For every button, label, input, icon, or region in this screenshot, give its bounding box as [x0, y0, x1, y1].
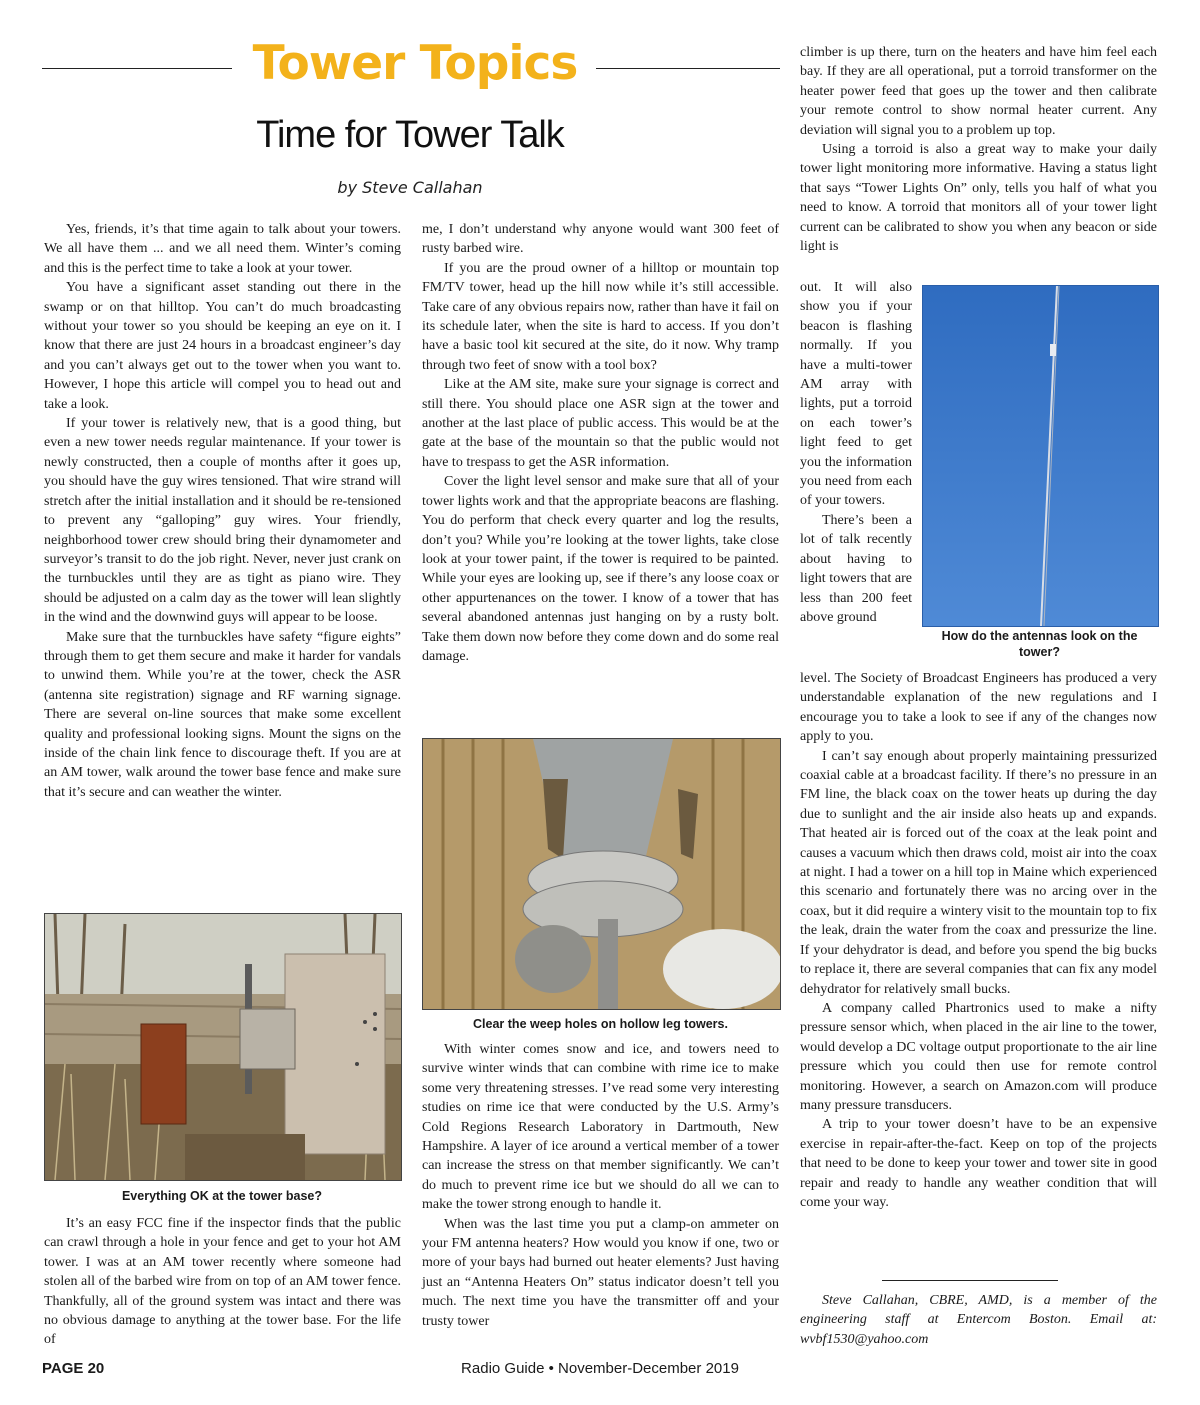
publication-info: Radio Guide • November-December 2019: [461, 1360, 739, 1377]
title-rule-left: [42, 68, 232, 69]
paragraph: level. The Society of Broadcast Engineers has produced a very understandable explanation of the new regulations and I encourage you to take a look to see if any of the changes now apply to you.: [800, 671, 1157, 745]
bio-text: Steve Callahan, CBRE, AMD, is a member of the engineering staff at Entercom Boston. Email at: wvbf1530@yahoo.com: [800, 1293, 1157, 1347]
headline: Time for Tower Talk: [256, 114, 564, 156]
tower-sky-photo: [922, 285, 1159, 627]
column-2-text: [422, 220, 779, 666]
bio-rule: [882, 1280, 1058, 1281]
column-1-continued: [44, 1214, 401, 1350]
column-3-continued: [800, 669, 1157, 1212]
paragraph: A trip to your tower doesn’t have to be an expensive exercise in repair-after-the-fact. Keep on top of the projects that need to be done to keep your tower and tower site in good repair and ready to handle any weather condition that will come your way.: [800, 1117, 1157, 1210]
column-3-wrap-text: [800, 278, 912, 627]
paragraph: If your tower is relatively new, that is a good thing, but even a new tower needs regular maintenance. If your tower is newly constructed, then a couple of months after it goes up, you should have the guy wires tensioned. That wire strand will stretch after the initial installation and it should be re-tensioned to prevent any “galloping” guy wires. Your friendly, neighborhood tower crew should bring their dynamometer and surveyor’s transit to do the job right. Never, never just crank on the turnbuckles until they are as tight as piano wire. They should be adjusted on a calm day as the tower will lean slightly in the wind and the downwind guys will appear to be loose.: [44, 416, 401, 626]
paragraph: You have a significant asset standing out there in the swamp or on that hilltop. You can’t do much broadcasting without your tower so you should be keeping an eye on it. I know that there are just 24 hours in a broadcast engineer’s day and you can’t always get out to the tower when you want to. However, I hope this article will compel you to head out and take a look.: [44, 280, 401, 412]
paragraph: When was the last time you put a clamp-on ammeter on your FM antenna heaters? How would you know if one, two or more of your bays had burned out heater elements? Just having just an “Antenna Heaters On” status indicator doesn’t tell you much. The next time you have the transmitter off and your trusty tower: [422, 1216, 779, 1329]
column-2-continued: [422, 1040, 779, 1331]
paragraph: out. It will also show you if your beacon is flashing normally. If you have a multi-tower AM array with lights, put a torroid on each tower’s light feed to get you the information you need from each of your towers.: [800, 280, 912, 509]
paragraph: Like at the AM site, make sure your signage is correct and still there. You should place one ASR sign at the tower and another at the last place of public access. This would be at the gate at the base of the mountain so that the public would not have to trespass to get the ASR information.: [422, 377, 779, 470]
paragraph: Cover the light level sensor and make sure that all of your tower lights work and that the appropriate beacons are flashing. You do perform that check every quarter and log the results, don’t you? While you’re looking at the tower lights, take close look at your tower paint, if the tower is required to be painted. While your eyes are looking up, see if there’s any loose coax or other appurtenances on the tower. I know of a tower that has several abandoned antennas just hanging on by a rusty bolt. Take them down now before they come down and do some real damage.: [422, 474, 779, 664]
paragraph: There’s been a lot of talk recently about having to light towers that are less than 200 feet above ground: [800, 512, 912, 625]
section-title: Tower Topics: [252, 36, 578, 91]
page-number: PAGE 20: [42, 1360, 105, 1377]
tower-sky-illustration: [923, 286, 1158, 626]
photo-caption-weep: Clear the weep holes on hollow leg towers.: [473, 1017, 728, 1031]
author-bio: [800, 1291, 1157, 1349]
byline: by Steve Callahan: [337, 178, 483, 197]
paragraph: Yes, friends, it’s that time again to talk about your towers. We all have them ... and we all need them. Winter’s coming and this is the perfect time to take a look at your tower.: [44, 222, 401, 276]
paragraph: me, I don’t understand why anyone would want 300 feet of rusty barbed wire.: [422, 222, 779, 257]
paragraph: Using a torroid is also a great way to make your daily tower light monitoring more informative. Having a status light that says “Tower Lights On” only, tells you half of what you need to know. A torroid that monitors all of your tower light current can be calibrated to show you when any beacon or side light is: [800, 142, 1157, 255]
column-1-text: [44, 220, 401, 802]
paragraph: With winter comes snow and ice, and towers need to survive winter winds that can combine with rime ice to make some very threatening stresses. I’ve read some very interesting studies on rime ice that were conducted by the U.S. Army’s Cold Regions Research Laboratory in Dartmouth, New Hampshire. A layer of ice around a vertical member of a tower can increase the stress on that member significantly. We can’t do much to prevent rime ice but we should do all we can to make the tower strong enough to handle it.: [422, 1042, 779, 1213]
weep-hole-illustration: [423, 739, 780, 1009]
paragraph: A company called Phartronics used to make a nifty pressure sensor which, when placed in the air line to the tower, would develop a DC voltage output proportionate to the air line pressure which you could then use for remote control monitoring. However, a search on Amazon.com will produce many pressure transducers.: [800, 1000, 1157, 1113]
paragraph: climber is up there, turn on the heaters and have him feel each bay. If they are all operational, put a torroid transformer on the heater power feed that goes up the tower and then calibrate your remote control to show normal heater current. Any deviation will signal you to a problem up top.: [800, 45, 1157, 138]
photo-caption-antennas: How do the antennas look on the tower?: [941, 629, 1138, 659]
column-3-text: [800, 43, 1157, 256]
paragraph: Make sure that the turnbuckles have safety “figure eights” through them to get them secure and make it harder for vandals to unwind them. While you’re at the tower, check the ASR (antenna site registration) signage and RF warning signage. There are several on-line sources that make some excellent quality and professional looking signs. Mount the signs on the inside of the chain link fence to discourage theft. If you are at an AM tower, walk around the tower base fence and make sure that it’s secure and can weather the winter.: [44, 629, 401, 800]
weep-hole-photo: [422, 738, 781, 1010]
paragraph: If you are the proud owner of a hilltop or mountain top FM/TV tower, head up the hill now while it’s still accessible. Take care of any obvious repairs now, rather than have it fail on its schedule later, when the site is hard to access. If you don’t have a basic tool kit secured at the site, do it now. Why tramp through two feet of snow with a tool box?: [422, 260, 779, 373]
tower-base-photo: [44, 913, 402, 1181]
tower-base-illustration: [45, 914, 401, 1180]
title-rule-right: [596, 68, 780, 69]
paragraph: It’s an easy FCC fine if the inspector finds that the public can crawl through a hole in your fence and get to your hot AM tower. I was at an AM tower recently where someone had stolen all of the barbed wire from on top of an AM tower fence. Thankfully, all of the ground system was intact and there was no obvious damage to anything at the tower base. For the life of: [44, 1216, 401, 1348]
photo-caption-base: Everything OK at the tower base?: [121, 1189, 323, 1203]
paragraph: I can’t say enough about properly maintaining pressurized coaxial cable at a broadcast facility. If there’s no pressure in an FM line, the black coax on the tower heats up during the day due to sunlight and the air inside also heats up and expands. That heated air is forced out of the coax at the leak point and causes a vacuum which then draws cold, moist air into the coax at night. I had a tower on a hill top in Maine which experienced this scenario and fortunately there was no arcing over in the coax, but it did require a wintery visit to the mountain top to fix the leak, drain the water from the coax and pressurize the line. If your dehydrator is dead, and before you spend the big bucks to replace it, there are several companies that can fix any model dehydrator for relatively small bucks.: [800, 748, 1157, 997]
